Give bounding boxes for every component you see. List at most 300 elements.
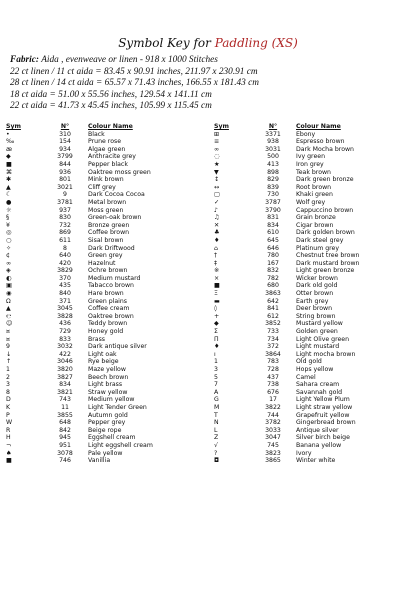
- symbol-cell: 1: [214, 358, 218, 366]
- number-cell: 435: [59, 282, 71, 290]
- symbol-cell: ▲: [6, 305, 11, 313]
- table-row: [214, 245, 392, 253]
- table-row: [214, 222, 392, 230]
- number-cell: 611: [59, 236, 71, 244]
- table-row: [6, 328, 184, 336]
- table-row: [214, 298, 392, 306]
- colour-name-cell: Dark Mocha brown: [296, 145, 354, 153]
- colour-name-cell: Silver birch beige: [296, 434, 350, 442]
- colour-name-cell: Iron grey: [296, 160, 324, 168]
- number-cell: 783: [267, 358, 279, 366]
- number-cell: 945: [59, 434, 71, 442]
- colour-name-cell: Otter brown: [296, 290, 334, 298]
- table-header: [214, 123, 392, 131]
- colour-name-cell: Brass: [88, 335, 106, 343]
- symbol-cell: W: [6, 419, 13, 427]
- table-row: [6, 191, 184, 199]
- table-row: [6, 146, 184, 154]
- colour-name-cell: Eggshell cream: [88, 434, 136, 442]
- number-cell: 3823: [265, 449, 281, 457]
- table-row: [6, 442, 184, 450]
- symbol-cell: 3: [214, 366, 218, 373]
- symbol-cell: ♣: [214, 229, 220, 237]
- number-cell: 834: [59, 381, 71, 389]
- header-sym: Sym: [6, 123, 21, 130]
- colour-name-cell: Rye beige: [88, 358, 119, 366]
- number-cell: 951: [59, 441, 71, 449]
- number-cell: 436: [59, 320, 71, 328]
- number-cell: 8: [63, 244, 67, 252]
- table-row: [6, 282, 184, 290]
- colour-name-cell: Dark steel grey: [296, 236, 344, 244]
- symbol-cell: Z: [214, 434, 219, 442]
- number-cell: 3820: [57, 366, 73, 373]
- table-row: [214, 404, 392, 412]
- number-cell: 3865: [265, 457, 281, 465]
- number-cell: 372: [267, 343, 279, 351]
- colour-name-cell: Cappuccino brown: [296, 206, 354, 214]
- colour-name-cell: Khaki green: [296, 191, 333, 199]
- symbol-cell: ¥: [6, 221, 10, 229]
- table-row: [6, 434, 184, 442]
- table-row: [214, 184, 392, 192]
- colour-name-cell: Antique silver: [296, 426, 339, 434]
- number-cell: 648: [59, 419, 71, 427]
- symbol-cell: †: [214, 252, 218, 260]
- number-cell: 3827: [57, 373, 73, 381]
- table-row: [214, 237, 392, 245]
- symbol-cell: Ξ: [214, 290, 218, 298]
- colour-name-cell: Winter white: [296, 457, 336, 465]
- table-row: [214, 328, 392, 336]
- colour-name-cell: Dark green bronze: [296, 176, 354, 184]
- colour-name-cell: Hazelnut: [88, 259, 116, 267]
- colour-name-cell: Teddy brown: [88, 320, 128, 328]
- number-cell: 17: [269, 396, 277, 404]
- table-row: [6, 381, 184, 389]
- symbol-cell: ¢: [6, 252, 10, 260]
- info-line: 28 ct linen / 14 ct aida = 65.57 x 71.43 inches, 166.55 x 181.43 cm: [10, 78, 259, 88]
- pattern-name: Paddling (XS): [214, 36, 298, 50]
- symbol-cell: 8: [6, 388, 10, 396]
- symbol-cell: §: [6, 214, 10, 222]
- symbol-cell: ⊞: [214, 130, 220, 138]
- colour-name-cell: Mustard yellow: [296, 320, 343, 328]
- table-row: [214, 457, 392, 465]
- symbol-cell: ■: [214, 282, 220, 290]
- number-cell: 732: [59, 221, 71, 229]
- colour-name-cell: Earth grey: [296, 297, 329, 305]
- colour-name-cell: Wolf grey: [296, 198, 326, 206]
- number-cell: 3863: [265, 290, 281, 298]
- colour-name-cell: Dark old gold: [296, 282, 338, 290]
- header-num: N°: [60, 123, 70, 130]
- symbol-cell: P: [6, 411, 10, 419]
- colour-name-cell: Green-oak brown: [88, 214, 142, 222]
- symbol-cell: ◐: [6, 274, 12, 282]
- colour-name-cell: Light Olive green: [296, 335, 350, 343]
- colour-name-cell: Teak brown: [296, 168, 331, 176]
- symbol-cell: ◎: [6, 229, 12, 237]
- number-cell: 3781: [57, 198, 73, 206]
- info-line: 22 ct aida = 41.73 x 45.45 inches, 105.99 x 115.45 cm: [10, 101, 212, 111]
- table-row: [214, 191, 392, 199]
- symbol-cell: ★: [214, 160, 220, 168]
- table-row: [6, 457, 184, 465]
- table-row: [214, 374, 392, 382]
- table-row: [6, 313, 184, 321]
- colour-name-cell: Light green bronze: [296, 267, 355, 275]
- symbol-cell: 3: [6, 381, 10, 389]
- number-cell: 834: [267, 221, 279, 229]
- number-cell: 831: [267, 214, 279, 222]
- table-row: [6, 260, 184, 268]
- table-row: [6, 176, 184, 184]
- colour-name-cell: Savannah gold: [296, 388, 343, 396]
- table-row: [6, 267, 184, 275]
- table-row: [6, 374, 184, 382]
- colour-name-cell: Ebony: [296, 130, 316, 138]
- number-cell: 3864: [265, 350, 281, 358]
- colour-name-cell: Grapefruit yellow: [296, 411, 350, 419]
- number-cell: 801: [59, 176, 71, 184]
- colour-name-cell: Pale yellow: [88, 449, 123, 457]
- number-cell: 612: [267, 312, 279, 320]
- number-cell: 3032: [57, 343, 73, 351]
- symbol-cell: ‰: [6, 138, 15, 146]
- symbol-cell: ▬: [214, 297, 220, 305]
- table-row: [6, 161, 184, 169]
- info-line: 18 ct aida = 51.00 x 55.56 inches, 129.54 x 141.11 cm: [10, 89, 212, 100]
- colour-name-cell: Prune rose: [88, 138, 122, 146]
- number-cell: 745: [267, 441, 279, 449]
- symbol-cell: ♦: [214, 236, 220, 244]
- title-prefix: Symbol Key for: [118, 36, 215, 50]
- table-row: [214, 169, 392, 177]
- colour-name-cell: Tabacco brown: [88, 282, 134, 290]
- number-cell: 730: [267, 191, 279, 199]
- symbol-cell: ℮: [6, 312, 12, 320]
- symbol-cell: √: [214, 441, 218, 449]
- symbol-cell: ¤: [6, 328, 10, 336]
- symbol-cell: ı: [214, 350, 216, 358]
- number-cell: 154: [59, 138, 71, 146]
- symbol-cell: ◆: [214, 320, 219, 328]
- number-cell: 676: [267, 388, 279, 396]
- colour-name-cell: Gingerbread brown: [296, 419, 356, 427]
- number-cell: 728: [267, 366, 279, 373]
- symbol-cell: N: [214, 419, 219, 427]
- symbol-cell: ☼: [6, 206, 12, 214]
- number-cell: 782: [267, 274, 279, 282]
- symbol-cell: 9: [6, 343, 10, 351]
- table-row: [6, 351, 184, 359]
- number-cell: 936: [59, 168, 71, 176]
- symbol-cell: 7: [214, 381, 218, 389]
- symbol-cell: ◆: [6, 153, 11, 161]
- number-cell: 3047: [265, 434, 281, 442]
- number-cell: 898: [267, 168, 279, 176]
- table-row: [214, 351, 392, 359]
- colour-name-cell: Wicker brown: [296, 274, 338, 282]
- colour-name-cell: Platinum grey: [296, 244, 340, 252]
- number-cell: 3782: [265, 419, 281, 427]
- colour-name-cell: Honey gold: [88, 328, 124, 336]
- number-cell: 500: [267, 153, 279, 161]
- number-cell: 11: [61, 403, 69, 411]
- number-cell: 3787: [265, 198, 281, 206]
- symbol-cell: ▣: [6, 282, 12, 290]
- colour-name-cell: Vanillia: [88, 457, 111, 465]
- number-cell: 371: [59, 297, 71, 305]
- symbol-cell: ⌂: [214, 244, 218, 252]
- colour-name-cell: Hare brown: [88, 290, 124, 298]
- symbol-cell: ↕: [214, 176, 220, 184]
- number-cell: 420: [59, 259, 71, 267]
- colour-name-cell: Cliff grey: [88, 183, 116, 191]
- table-row: [214, 313, 392, 321]
- number-cell: 934: [59, 145, 71, 153]
- symbol-cell: ♫: [214, 214, 220, 222]
- symbol-cell: ■: [6, 457, 12, 465]
- table-row: [214, 358, 392, 366]
- table-row: [6, 343, 184, 351]
- number-cell: 830: [59, 214, 71, 222]
- colour-name-cell: Banana yellow: [296, 441, 342, 449]
- table-row: [214, 153, 392, 161]
- table-row: [214, 442, 392, 450]
- colour-name-cell: Camel: [296, 373, 316, 381]
- symbol-cell: ♪: [214, 206, 218, 214]
- symbol-cell: Π: [214, 335, 219, 343]
- colour-name-cell: Bronze green: [88, 221, 130, 229]
- symbol-cell: ♦: [214, 343, 220, 351]
- number-cell: 844: [59, 160, 71, 168]
- symbol-cell: ≡: [214, 138, 220, 146]
- colour-name-cell: Dark antique silver: [88, 343, 147, 351]
- number-cell: 833: [59, 335, 71, 343]
- colour-name-cell: Beech brown: [88, 373, 129, 381]
- symbol-cell: ?: [214, 449, 218, 457]
- colour-name-cell: Light eggshell cream: [88, 441, 153, 449]
- colour-name-cell: Oaktree brown: [88, 312, 134, 320]
- table-row: [6, 450, 184, 458]
- table-row: [6, 138, 184, 146]
- symbol-cell: ☺: [6, 320, 13, 328]
- colour-name-cell: Root brown: [296, 183, 332, 191]
- symbol-cell: A: [214, 388, 219, 396]
- table-row: [214, 176, 392, 184]
- colour-name-cell: Hops yellow: [296, 366, 334, 373]
- fabric-info: [10, 55, 410, 113]
- table-row: [6, 366, 184, 374]
- number-cell: 413: [267, 160, 279, 168]
- symbol-cell: ※: [214, 267, 220, 275]
- table-row: [214, 427, 392, 435]
- table-row: [214, 252, 392, 260]
- table-row: [214, 419, 392, 427]
- number-cell: 780: [267, 252, 279, 260]
- symbol-cell: ∞: [6, 259, 12, 267]
- symbol-cell: ◊: [214, 305, 218, 313]
- number-cell: 840: [59, 290, 71, 298]
- symbol-cell: æ: [6, 145, 13, 153]
- symbol-cell: ✓: [214, 198, 220, 206]
- colour-name-cell: Algae green: [88, 145, 126, 153]
- table-row: [214, 381, 392, 389]
- colour-name-cell: Ivy green: [296, 153, 325, 161]
- table-row: [6, 131, 184, 139]
- number-cell: 832: [267, 267, 279, 275]
- info-line: 22 ct linen / 11 ct aida = 83.45 x 90.91 inches, 211.97 x 230.91 cm: [10, 66, 258, 77]
- colour-name-cell: Grain bronze: [296, 214, 336, 222]
- symbol-cell: ◌: [214, 153, 220, 161]
- symbol-cell: ●: [6, 198, 12, 206]
- number-cell: 370: [59, 274, 71, 282]
- table-row: [214, 450, 392, 458]
- symbol-cell: ☾: [6, 191, 12, 199]
- table-row: [6, 396, 184, 404]
- table-row: [6, 237, 184, 245]
- table-row: [6, 275, 184, 283]
- colour-name-cell: String brown: [296, 312, 336, 320]
- symbol-cell: ×: [214, 274, 220, 282]
- number-cell: 3828: [57, 312, 73, 320]
- page-title: [0, 36, 416, 50]
- colour-name-cell: Green plains: [88, 297, 128, 305]
- number-cell: 645: [267, 236, 279, 244]
- header-name: Colour Name: [296, 123, 341, 130]
- number-cell: 3045: [57, 305, 73, 313]
- symbol-cell: M: [214, 403, 220, 411]
- table-row: [6, 184, 184, 192]
- colour-name-cell: Light straw yellow: [296, 403, 353, 411]
- table-row: [6, 214, 184, 222]
- symbol-cell: K: [6, 403, 11, 411]
- colour-name-cell: Golden green: [296, 328, 338, 336]
- table-row: [214, 389, 392, 397]
- symbol-cell: T: [214, 411, 218, 419]
- colour-name-cell: Coffee cream: [88, 305, 130, 313]
- symbol-cell: ✱: [6, 176, 12, 184]
- number-cell: 3371: [265, 130, 281, 138]
- number-cell: 938: [267, 138, 279, 146]
- table-row: [6, 229, 184, 237]
- colour-name-cell: Mink brown: [88, 176, 124, 184]
- colour-name-cell: Ivory: [296, 449, 312, 457]
- number-cell: 646: [267, 244, 279, 252]
- table-row: [6, 358, 184, 366]
- table-row: [6, 245, 184, 253]
- symbol-table-right: [214, 123, 392, 465]
- colour-name-cell: Old gold: [296, 358, 322, 366]
- table-row: [214, 366, 392, 374]
- number-cell: 842: [59, 426, 71, 434]
- symbol-cell: R: [6, 426, 11, 434]
- table-row: [214, 161, 392, 169]
- colour-name-cell: Pepper black: [88, 160, 128, 168]
- colour-name-cell: Autumn gold: [88, 411, 128, 419]
- table-row: [6, 404, 184, 412]
- number-cell: 9: [63, 191, 67, 199]
- table-row: [6, 199, 184, 207]
- table-row: [6, 252, 184, 260]
- number-cell: 3821: [57, 388, 73, 396]
- colour-name-cell: Anthracite grey: [88, 153, 136, 161]
- colour-name-cell: Medium yellow: [88, 396, 135, 404]
- number-cell: 869: [59, 229, 71, 237]
- colour-name-cell: Moss green: [88, 206, 124, 214]
- number-cell: 746: [59, 457, 71, 465]
- colour-name-cell: Green grey: [88, 252, 123, 260]
- table-row: [6, 412, 184, 420]
- symbol-cell: ✧: [6, 244, 12, 252]
- colour-name-cell: Straw yellow: [88, 388, 128, 396]
- colour-name-cell: Light mocha brown: [296, 350, 356, 358]
- symbol-cell: 5: [214, 373, 218, 381]
- symbol-cell: G: [214, 396, 219, 404]
- table-row: [6, 305, 184, 313]
- table-row: [6, 222, 184, 230]
- symbol-table-left: [6, 123, 184, 465]
- colour-name-cell: Black: [88, 130, 105, 138]
- number-cell: 3046: [57, 358, 73, 366]
- colour-name-cell: Metal brown: [88, 198, 127, 206]
- colour-name-cell: Ochre brown: [88, 267, 128, 275]
- symbol-cell: ♠: [6, 449, 12, 457]
- colour-name-cell: Coffee brown: [88, 229, 130, 237]
- symbol-cell: •: [6, 130, 10, 138]
- table-row: [214, 412, 392, 420]
- colour-name-cell: Light brass: [88, 381, 123, 389]
- colour-name-cell: Light Yellow Plum: [296, 396, 350, 404]
- number-cell: 3078: [57, 449, 73, 457]
- table-row: [214, 396, 392, 404]
- table-header: [6, 123, 184, 131]
- colour-name-cell: Chestnut tree brown: [296, 252, 360, 260]
- colour-name-cell: Dark mustard brown: [296, 259, 360, 267]
- table-row: [214, 343, 392, 351]
- symbol-cell: ◈: [6, 267, 11, 275]
- number-cell: 3855: [57, 411, 73, 419]
- symbol-cell: ¬: [6, 441, 12, 449]
- colour-name-cell: Light oak: [88, 350, 117, 358]
- colour-name-cell: Sisal brown: [88, 236, 124, 244]
- table-row: [6, 153, 184, 161]
- colour-name-cell: Light Tender Green: [88, 403, 147, 411]
- table-row: [6, 427, 184, 435]
- number-cell: 841: [267, 305, 279, 313]
- colour-name-cell: Espresso brown: [296, 138, 345, 146]
- header-sym: Sym: [214, 123, 229, 130]
- symbol-cell: ↓: [6, 350, 12, 358]
- symbol-cell: L: [214, 426, 218, 434]
- number-cell: 3852: [265, 320, 281, 328]
- number-cell: 744: [267, 411, 279, 419]
- symbol-cell: ¤: [6, 335, 10, 343]
- colour-name-cell: Dark Driftwood: [88, 244, 135, 252]
- table-row: [214, 275, 392, 283]
- symbol-cell: ▢: [214, 191, 220, 199]
- number-cell: 829: [267, 176, 279, 184]
- table-row: [6, 419, 184, 427]
- symbol-cell: H: [6, 434, 11, 442]
- colour-name-cell: Dark Cocoa Cocoa: [88, 191, 145, 199]
- number-cell: 642: [267, 297, 279, 305]
- symbol-cell: ■: [6, 160, 12, 168]
- number-cell: 3799: [57, 153, 73, 161]
- colour-name-cell: Cigar brown: [296, 221, 334, 229]
